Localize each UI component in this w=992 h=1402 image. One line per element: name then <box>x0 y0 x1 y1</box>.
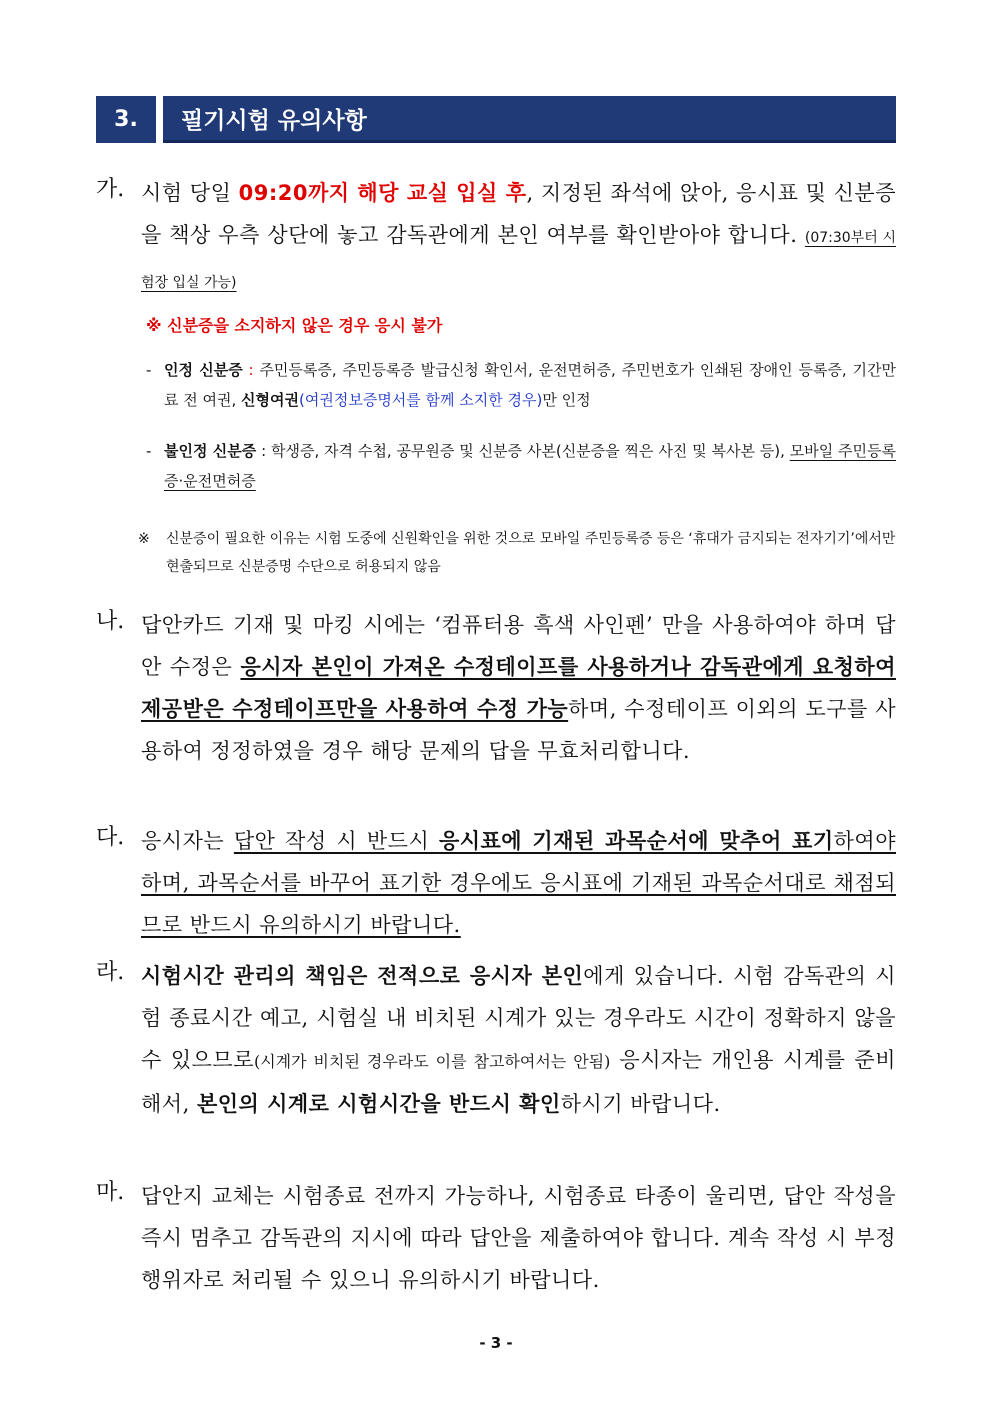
item-ga <box>96 172 896 304</box>
item-da <box>96 820 896 946</box>
item-marker: 다. <box>96 825 125 850</box>
invalid-id-label: 불인정 신분증 <box>164 442 257 460</box>
valid-id-list <box>146 355 896 415</box>
item-body: 답안지 교체는 시험종료 전까지 가능하나, 시험종료 타종이 울리면, 답안 작성을 즉시 멈추고 감독관의 지시에 따라 답안을 제출하여야 합니다. 계속 작성 시 부정행위자로 처리될 수 있으니 유의하시기 바랍니다. <box>141 1184 896 1292</box>
item-body: 시험시간 관리의 책임은 전적으로 응시자 본인에게 있습니다. 시험 감독관의 시험 종료시간 예고, 시험실 내 비치된 시계가 있는 경우라도 시간이 정확하지 않을 수 있으므로(시계가 비치된 경우라도 이를 참고하여서는 안됨) 응시자는 개인용 시계를 준비해서, 본인의 시계로 시험시간을 반드시 확인하시기 바랍니다. <box>141 963 896 1116</box>
invalid-id-list <box>146 436 896 496</box>
page-number: - 3 - <box>479 1334 513 1352</box>
item-marker: 라. <box>96 960 125 985</box>
subject-order-rule: 응시표에 기재된 과목순서에 맞추어 표기 <box>438 828 834 853</box>
bullet-dash: - <box>146 442 152 460</box>
entry-time-note: (07:30부터 시험장 입실 가능) <box>141 230 896 291</box>
id-reason-note: ※ 신분증이 필요한 이유는 시험 도중에 신원확인을 위한 것으로 모바일 주민등록증 등은 ‘휴대가 금지되는 전자기기’에서만 현출되므로 신분증명 수단으로 허용되지 않음 <box>138 525 898 581</box>
item-marker: 나. <box>96 609 125 634</box>
item-body: 답안카드 기재 및 마킹 시에는 ‘컴퓨터용 흑색 사인펜’ 만을 사용하여야 하며 답안 수정은 응시자 본인이 가져온 수정테이프를 사용하거나 감독관에게 요청하여 제공받은 수정테이프만을 사용하여 수정 가능하며, 수정테이프 이외의 도구를 사용하여 정정하였을 경우 해당 문제의 답을 무효처리합니다. <box>141 613 896 763</box>
item-marker: 마. <box>96 1180 125 1205</box>
own-watch-rule: 본인의 시계로 시험시간을 반드시 확인 <box>196 1091 561 1116</box>
section-title: 필기시험 유의사항 <box>163 96 896 143</box>
arrival-deadline: 09:20까지 해당 교실 입실 후 <box>238 181 527 205</box>
invalid-id-text: 불인정 신분증 : 학생증, 자격 수첩, 공무원증 및 신분증 사본(신분증을 찍은 사진 및 복사본 등), 모바일 주민등록증·운전면허증 <box>164 442 896 490</box>
item-na <box>96 604 896 772</box>
item-body: 응시자는 답안 작성 시 반드시 응시표에 기재된 과목순서에 맞추어 표기하여야 하며, 과목순서를 바꾸어 표기한 경우에도 응시표에 기재된 과목순서대로 채점되므로 반드시 유의하시기 바랍니다. <box>141 828 896 937</box>
time-responsibility: 시험시간 관리의 책임은 전적으로 응시자 본인 <box>141 963 584 988</box>
item-marker: 가. <box>96 177 125 202</box>
item-body: 시험 당일 09:20까지 해당 교실 입실 후, 지정된 좌석에 앉아, 응시표 및 신분증을 책상 우측 상단에 놓고 감독관에게 본인 여부를 확인받아야 합니다. (07:30부터 시험장 입실 가능) <box>141 181 896 291</box>
correction-rule: 응시자 본인이 가져온 수정테이프를 사용하거나 감독관에게 요청하여 제공받은 수정테이프만을 사용하여 수정 가능 <box>141 654 896 721</box>
item-ma <box>96 1175 896 1301</box>
note-symbol: ※ <box>138 531 150 547</box>
section-number: 3. <box>96 96 156 143</box>
item-ra <box>96 955 896 1125</box>
valid-id-label: 인정 신분증 <box>164 361 243 379</box>
id-required-note: ※ 신분증을 소지하지 않은 경우 응시 불가 <box>146 316 443 335</box>
bullet-dash: - <box>146 361 152 379</box>
valid-id-text: 인정 신분증 : 주민등록증, 주민등록증 발급신청 확인서, 운전면허증, 주민번호가 인쇄된 장애인 등록증, 기간만료 전 여권, 신형여권(여권정보증명서를 함께 소지한 경우)만 인정 <box>164 361 896 409</box>
